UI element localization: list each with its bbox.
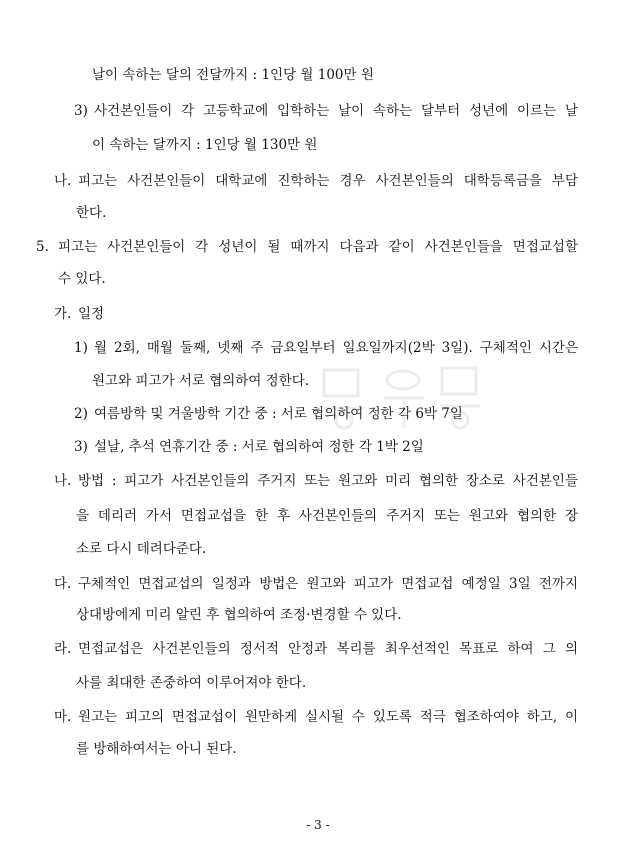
line-text: 이 속하는 달까지 : 1인당 월 130만 원 bbox=[92, 137, 318, 153]
list-item-1 bbox=[0, 337, 636, 359]
text-line bbox=[0, 738, 636, 760]
line-text: 원고는 피고의 면접교섭이 원만하게 실시될 수 있도록 적극 협조하여야 하고, 이 bbox=[78, 709, 578, 725]
line-text: 피고는 사건본인들이 각 성년이 될 때까지 다음과 같이 사건본인들을 면접교섭할 bbox=[58, 239, 578, 255]
line-text: 를 방해하여서는 아니 된다. bbox=[76, 741, 237, 757]
line-text: 원고와 피고가 서로 협의하여 정한다. bbox=[92, 373, 310, 389]
line-text: 한다. bbox=[76, 205, 107, 221]
text-line bbox=[0, 268, 636, 290]
item-marker: 가. bbox=[54, 306, 72, 322]
line-text: 사건본인들이 각 고등학교에 입학하는 날이 속하는 달부터 성년에 이르는 날 bbox=[94, 103, 578, 119]
text-line bbox=[0, 672, 636, 694]
line-text: 설날, 추석 연휴기간 중 : 서로 협의하여 정한 각 1박 2일 bbox=[94, 439, 424, 455]
item-marker: 마. bbox=[54, 709, 72, 725]
line-text: 을 데리러 가서 면접교섭을 한 후 사건본인들의 주거지 또는 원고와 협의한 장 bbox=[76, 508, 578, 524]
list-item-na bbox=[0, 470, 636, 492]
item-marker: 1) bbox=[74, 340, 88, 356]
item-marker: 2) bbox=[74, 406, 88, 422]
line-text: 여름방학 및 겨울방학 기간 중 : 서로 협의하여 정한 각 6박 7일 bbox=[94, 406, 463, 422]
line-text: 방법 : 피고가 사건본인들의 주거지 또는 원고와 미리 협의한 장소로 사건본인들 bbox=[78, 473, 578, 489]
section-marker: 5. bbox=[36, 239, 49, 255]
line-text: 월 2회, 매월 둘째, 넷째 주 금요일부터 일요일까지(2박 3일). 구체적인 시간은 bbox=[94, 340, 578, 356]
line-text: 구체적인 면접교섭의 일정과 방법은 원고와 피고가 면접교섭 예정일 3일 전까지 bbox=[78, 576, 578, 592]
line-text: 수 있다. bbox=[58, 271, 106, 287]
line-text: 피고는 사건본인들이 대학교에 진학하는 경우 사건본인들의 대학등록금을 부담 bbox=[78, 173, 578, 189]
text-line bbox=[0, 64, 636, 86]
item-marker: 나. bbox=[54, 173, 72, 189]
text-line bbox=[0, 202, 636, 224]
list-item-ra bbox=[0, 638, 636, 660]
line-text: 면접교섭은 사건본인들의 정서적 안정과 복리를 최우선적인 목표로 하여 그 의 bbox=[78, 641, 578, 657]
text-line bbox=[0, 538, 636, 560]
text-line bbox=[0, 505, 636, 527]
list-item-ga bbox=[0, 303, 636, 325]
line-text: 일정 bbox=[78, 306, 105, 322]
list-item-da bbox=[0, 573, 636, 595]
item-marker: 다. bbox=[54, 576, 72, 592]
line-text: 사를 최대한 존중하여 이루어져야 한다. bbox=[76, 675, 307, 691]
line-text: 날이 속하는 달의 전달까지 : 1인당 월 100만 원 bbox=[92, 67, 374, 83]
item-marker: 라. bbox=[54, 641, 72, 657]
text-line bbox=[0, 604, 636, 626]
text-line bbox=[0, 134, 636, 156]
item-marker: 나. bbox=[54, 473, 72, 489]
list-item-3 bbox=[0, 100, 636, 122]
line-text: 소로 다시 데려다준다. bbox=[76, 541, 207, 557]
list-item-na bbox=[0, 170, 636, 192]
list-item-ma bbox=[0, 706, 636, 728]
list-item-3 bbox=[0, 436, 636, 458]
item-marker: 3) bbox=[74, 439, 88, 455]
item-marker: 3) bbox=[74, 103, 88, 119]
line-text: 상대방에게 미리 알린 후 협의하여 조정·변경할 수 있다. bbox=[76, 607, 402, 623]
page-number: - 3 - bbox=[306, 818, 330, 832]
list-item-2 bbox=[0, 403, 636, 425]
text-line bbox=[0, 370, 636, 392]
section-5 bbox=[0, 236, 636, 258]
